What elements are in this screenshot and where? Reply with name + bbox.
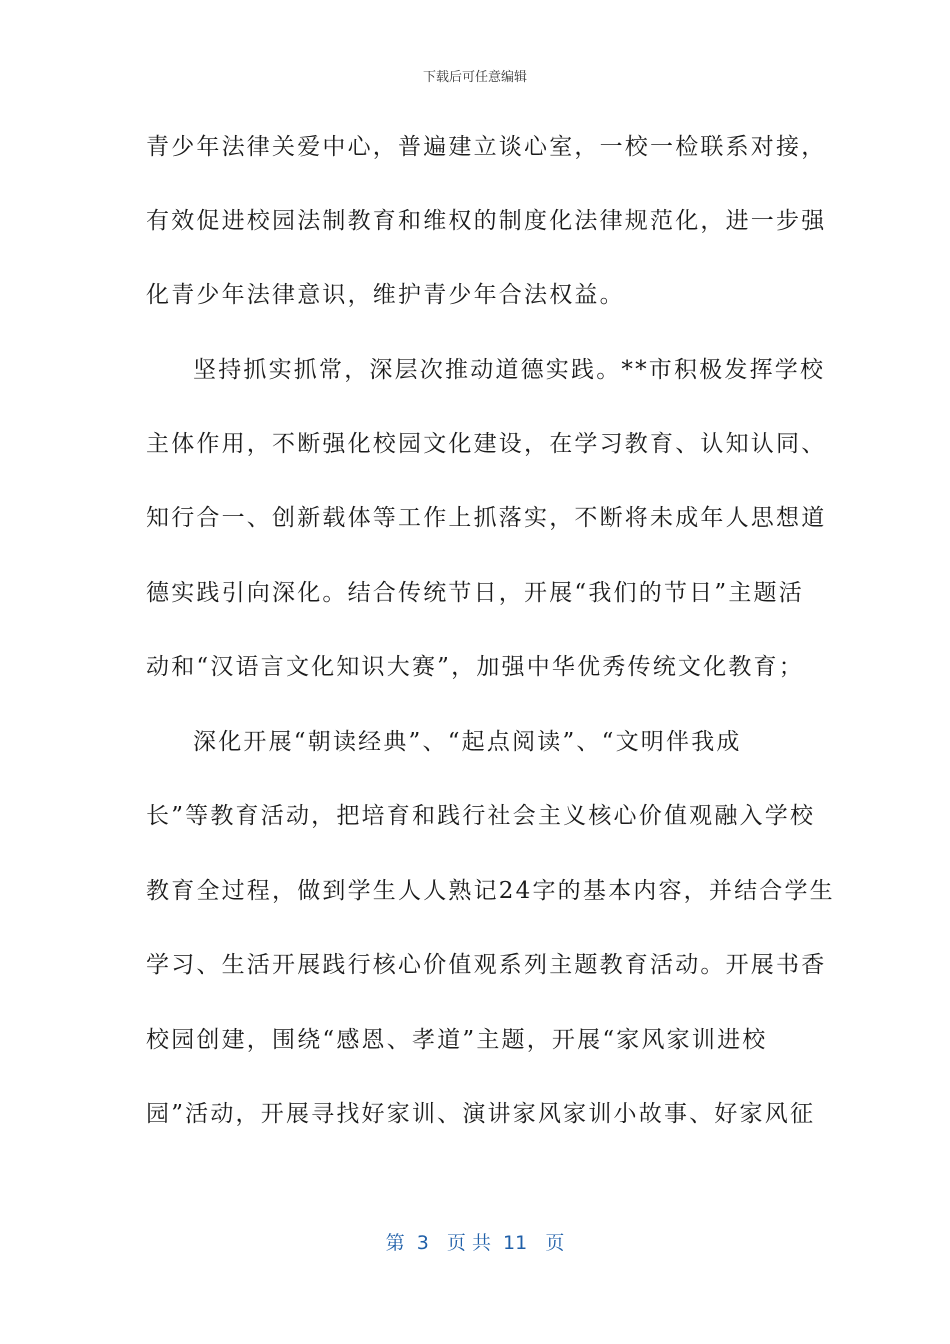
text-line: 园”活动，开展寻找好家训、演讲家风家训小故事、好家风征 bbox=[146, 1101, 816, 1127]
text-line: 德实践引向深化。结合传统节日，开展“我们的节日”主题活 bbox=[146, 580, 804, 606]
text-line: 校园创建，围绕“感恩、孝道”主题，开展“家风家训进校 bbox=[146, 1027, 768, 1053]
text-line: 长”等教育活动，把培育和践行社会主义核心价值观融入学校 bbox=[146, 803, 816, 829]
paragraph-start-line: 深化开展“朝读经典”、“起点阅读”、“文明伴我成 bbox=[193, 729, 742, 755]
text-line: 化青少年法律意识，维护青少年合法权益。 bbox=[146, 282, 625, 308]
text-line: 学习、生活开展践行核心价值观系列主题教育活动。开展书香 bbox=[146, 952, 827, 978]
text-line: 有效促进校园法制教育和维权的制度化法律规范化，进一步强 bbox=[146, 208, 827, 234]
paragraph-start-line: 坚持抓实抓常，深层次推动道德实践。**市积极发挥学校 bbox=[193, 357, 826, 383]
header-note: 下载后可任意编辑 bbox=[422, 70, 527, 85]
text-line: 主体作用，不断强化校园文化建设，在学习教育、认知认同、 bbox=[146, 431, 827, 457]
text-line: 动和“汉语言文化知识大赛”，加强中华优秀传统文化教育； bbox=[146, 654, 804, 680]
text-line: 青少年法律关爱中心，普遍建立谈心室，一校一检联系对接， bbox=[146, 134, 827, 160]
text-line: 教育全过程，做到学生人人熟记24字的基本内容，并结合学生 bbox=[146, 878, 835, 904]
page-number-footer: 第 3 页 共 11 页 bbox=[385, 1232, 565, 1254]
text-line: 知行合一、创新载体等工作上抓落实，不断将未成年人思想道 bbox=[146, 505, 827, 531]
